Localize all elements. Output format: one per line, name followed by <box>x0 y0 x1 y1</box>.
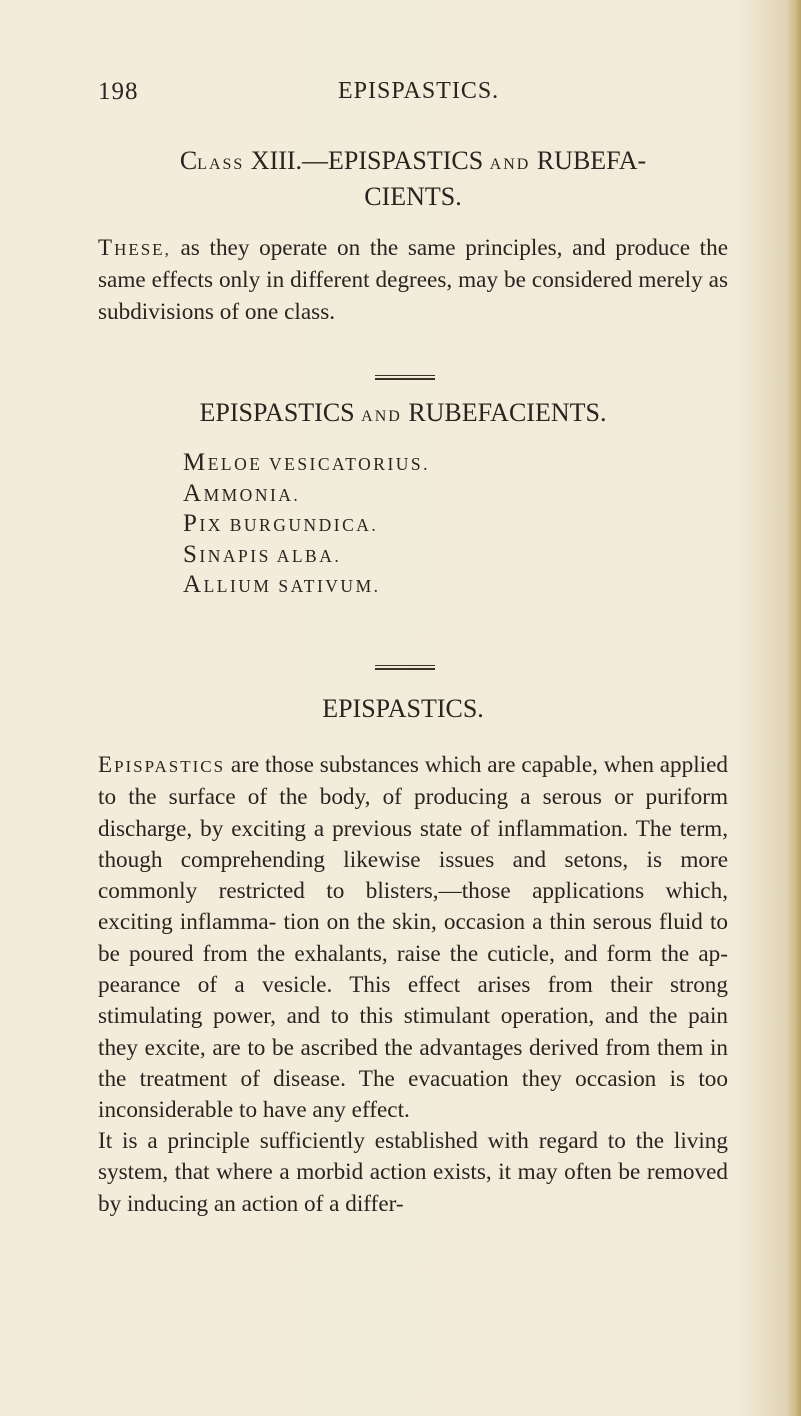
section-heading-epispastics-and-rubefacients: EPISPASTICS AND RUBEFACIENTS. <box>199 398 607 427</box>
list-item: AMMONIA. <box>183 479 301 507</box>
section-heading-epispastics: EPISPASTICS. <box>322 694 484 723</box>
intro-paragraph: THESE, as they operate on the same principles, and produce the same effects only in different degrees, may be considered merely as subdivisions of one class. <box>98 235 728 325</box>
class-heading-line-1: CLASS XIII.—EPISPASTICS AND RUBEFA- <box>179 146 647 175</box>
class-heading-line-2: CIENTS. <box>364 182 462 211</box>
running-head <box>98 78 698 108</box>
page-edge <box>787 0 801 1416</box>
class-heading <box>98 145 728 213</box>
running-title: EPISPASTICS. <box>338 78 500 104</box>
page-number: 198 <box>98 78 139 105</box>
principle-paragraph: It is a principle sufficiently established with regard to the living system, that where a morbid action exists, it may often be removed by inducing an action of a differ- <box>98 1128 728 1217</box>
intro-lead: THESE, <box>98 235 171 260</box>
section-divider <box>375 375 435 380</box>
list-item: SINAPIS ALBA. <box>183 540 342 568</box>
list-item: ALLIUM SATIVUM. <box>183 571 381 598</box>
list-item: MELOE VESICATORIUS. <box>183 449 431 476</box>
paragraph-lead: EPISPASTICS <box>98 752 226 777</box>
section-divider <box>375 665 435 670</box>
list-item: PIX BURGUNDICA. <box>183 510 379 537</box>
epispastics-paragraph: EPISPASTICS are those substances which are capable, when applied to the surface of the body, of producing a serous or puriform discharge, by exciting a previous state of inflammation. The term, though comprehending likewise issues and setons, is more commonly restricted to blisters,—those applications which, exciting inflamma- tion on the skin, occasion a thin serous fluid to be poured from the exhalants, raise the cuticle, and form the ap- pearance of a vesicle. This effect arises from their strong stimulating power, and to this stimulant operation, and the pain they excite, are to be ascribed the advantages derived from them in the treatment of disease. The evacuation they occasion is too inconsiderable to have any effect. <box>98 752 728 1124</box>
substance-list <box>183 448 430 601</box>
